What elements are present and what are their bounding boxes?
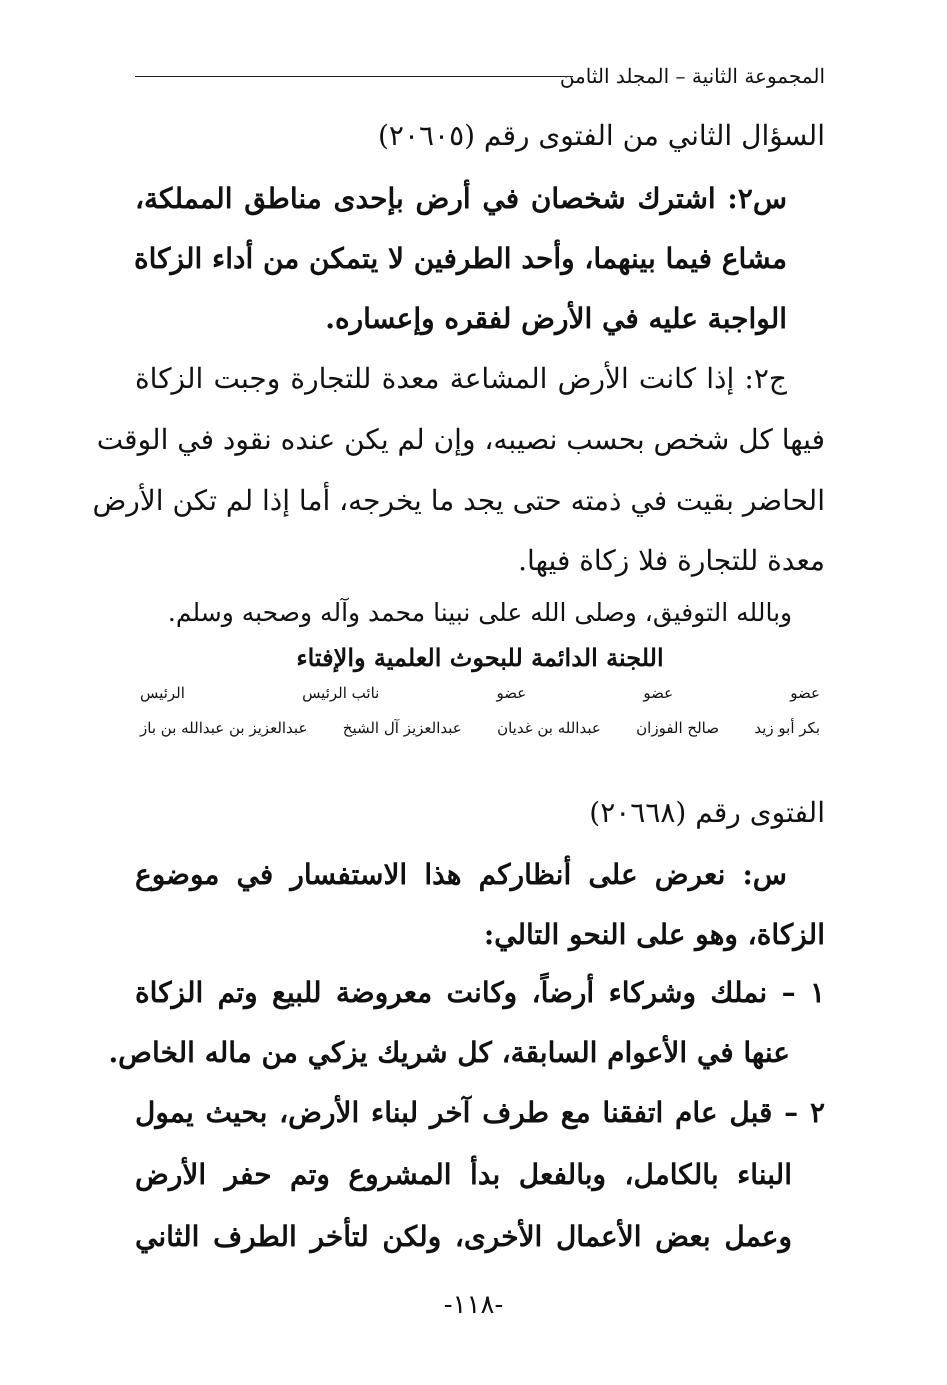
- question-line-1: س٢: اشترك شخصان في أرض بإحدى مناطق المملكة،: [135, 182, 787, 215]
- question-line-2: مشاع فيما بينهما، وأحد الطرفين لا يتمكن من أداء الزكاة: [133, 242, 787, 275]
- fatwa-line-2: الزكاة، وهو على النحو التالي:: [483, 918, 825, 951]
- name-member-3: عبدالله بن غديان: [497, 719, 601, 737]
- fatwa-line-3: ١ – نملك وشركاء أرضاً، وكانت معروضة للبيع وتم الزكاة: [135, 976, 825, 1009]
- role-president: الرئيس: [140, 684, 185, 702]
- name-president: عبدالعزيز بن عبدالله بن باز: [140, 719, 308, 737]
- fatwa-line-7: وعمل بعض الأعمال الأخرى، ولكن لتأخر الطرف الثاني: [135, 1220, 792, 1253]
- answer-line-3: الحاضر بقيت في ذمته حتى يجد ما يخرجه، أما إذا لم تكن الأرض: [92, 484, 825, 517]
- question-line-3: الواجبة عليه في الأرض لفقره وإعساره.: [325, 302, 787, 335]
- question-heading: السؤال الثاني من الفتوى رقم (٢٠٦٠٥): [377, 119, 825, 152]
- fatwa-line-6: البناء بالكامل، وبالفعل بدأ المشروع وتم حفر الأرض: [135, 1158, 792, 1191]
- header-rule: [135, 76, 573, 77]
- name-member-2: صالح الفوزان: [636, 719, 719, 737]
- running-header: [135, 60, 825, 92]
- fatwa-line-5: ٢ – قبل عام اتفقنا مع طرف آخر لبناء الأرض، بحيث يمول: [135, 1096, 825, 1129]
- role-member-1: عضو: [790, 684, 820, 702]
- closing-line: وبالله التوفيق، وصلى الله على نبينا محمد وآله وصحبه وسلم.: [167, 598, 793, 627]
- header-title: المجموعة الثانية – المجلد الثامن: [559, 64, 825, 88]
- answer-line-1: ج٢: إذا كانت الأرض المشاعة معدة للتجارة وجبت الزكاة: [135, 362, 787, 395]
- fatwa-line-4: عنها في الأعوام السابقة، كل شريك يزكي من ماله الخاص.: [108, 1036, 790, 1069]
- role-member-3: عضو: [496, 684, 527, 702]
- role-vice-president: نائب الرئيس: [302, 684, 380, 702]
- signature-names: [140, 719, 820, 737]
- role-member-2: عضو: [643, 684, 674, 702]
- page-number: -١١٨-: [443, 1290, 504, 1320]
- answer-line-4: معدة للتجارة فلا زكاة فيها.: [518, 544, 825, 577]
- fatwa-line-1: س: نعرض على أنظاركم هذا الاستفسار في موضوع: [135, 858, 787, 891]
- fatwa-heading: الفتوى رقم (٢٠٦٦٨): [589, 796, 825, 829]
- committee-title: اللجنة الدائمة للبحوث العلمية والإفتاء: [296, 643, 664, 672]
- answer-line-2: فيها كل شخص بحسب نصيبه، وإن لم يكن عنده نقود في الوقت: [96, 423, 825, 456]
- name-member-1: بكر أبو زيد: [754, 719, 820, 737]
- name-vice-president: عبدالعزيز آل الشيخ: [342, 719, 462, 737]
- signature-roles: [140, 684, 820, 702]
